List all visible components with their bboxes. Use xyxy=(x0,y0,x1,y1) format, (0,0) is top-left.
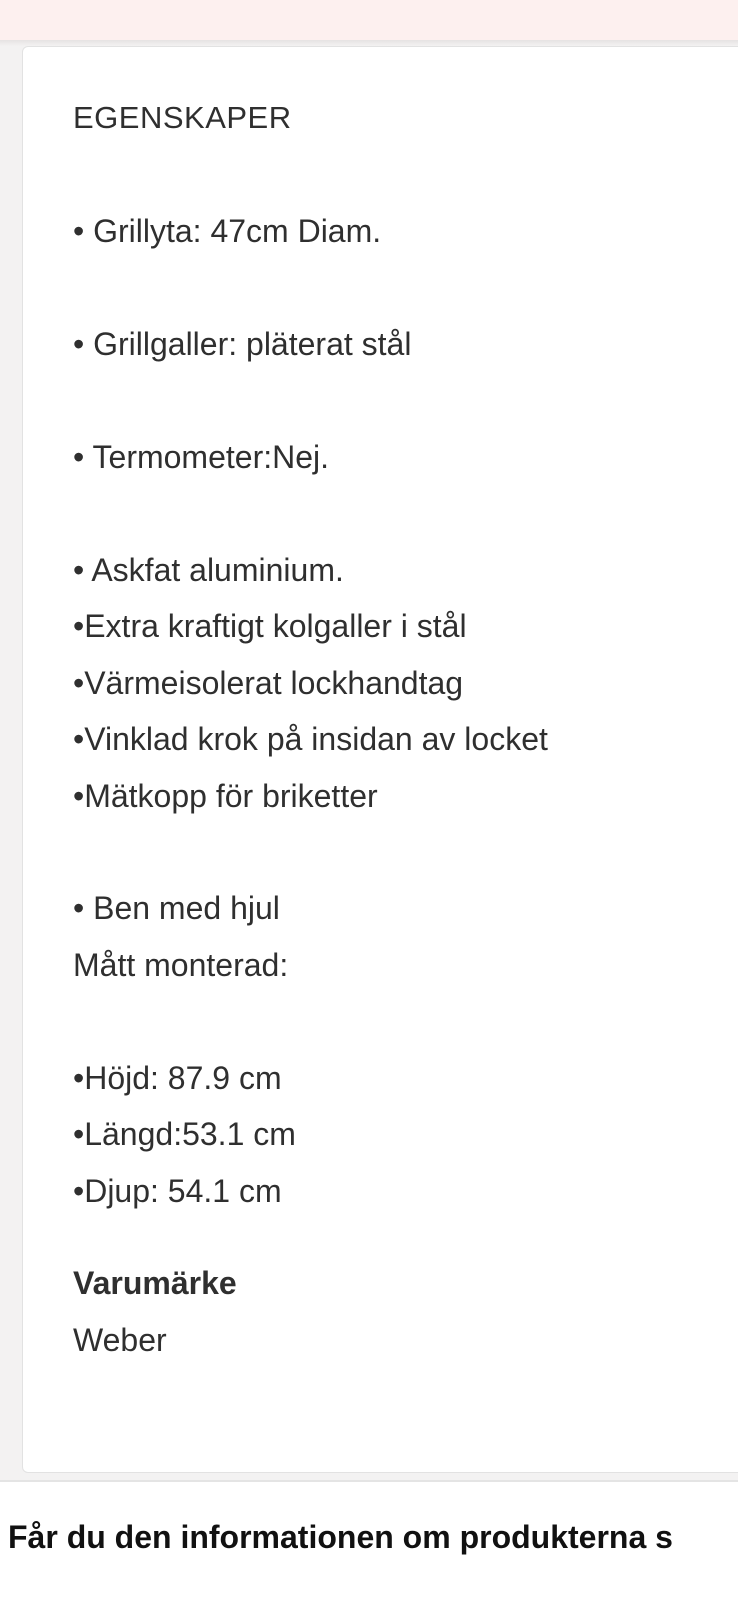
feature-line: • Grillgaller: pläterat stål xyxy=(73,326,412,362)
dimension-line: •Höjd: 87.9 cm xyxy=(73,1060,282,1096)
feature-line: •Mätkopp för briketter xyxy=(73,778,378,814)
dimension-line: •Djup: 54.1 cm xyxy=(73,1173,282,1209)
feature-line: •Värmeisolerat lockhandtag xyxy=(73,665,464,701)
feature-line: • Grillyta: 47cm Diam. xyxy=(73,213,382,249)
brand-label: Varumärke xyxy=(73,1265,237,1301)
feedback-question: Får du den informationen om produkterna s xyxy=(8,1519,673,1555)
brand-value: Weber xyxy=(73,1322,167,1358)
dimensions-label: Mått monterad: xyxy=(73,947,289,983)
product-details-card xyxy=(22,46,738,1473)
feature-line: • Askfat aluminium. xyxy=(73,552,344,588)
feature-line: •Extra kraftigt kolgaller i stål xyxy=(73,608,467,644)
feature-line: • Ben med hjul xyxy=(73,890,280,926)
section-heading: EGENSKAPER xyxy=(73,100,292,135)
section-divider xyxy=(0,1480,738,1482)
feature-line: •Vinklad krok på insidan av locket xyxy=(73,721,548,757)
top-bar-strip xyxy=(0,0,738,40)
dimension-line: •Längd:53.1 cm xyxy=(73,1116,296,1152)
feature-line: • Termometer:Nej. xyxy=(73,439,330,475)
